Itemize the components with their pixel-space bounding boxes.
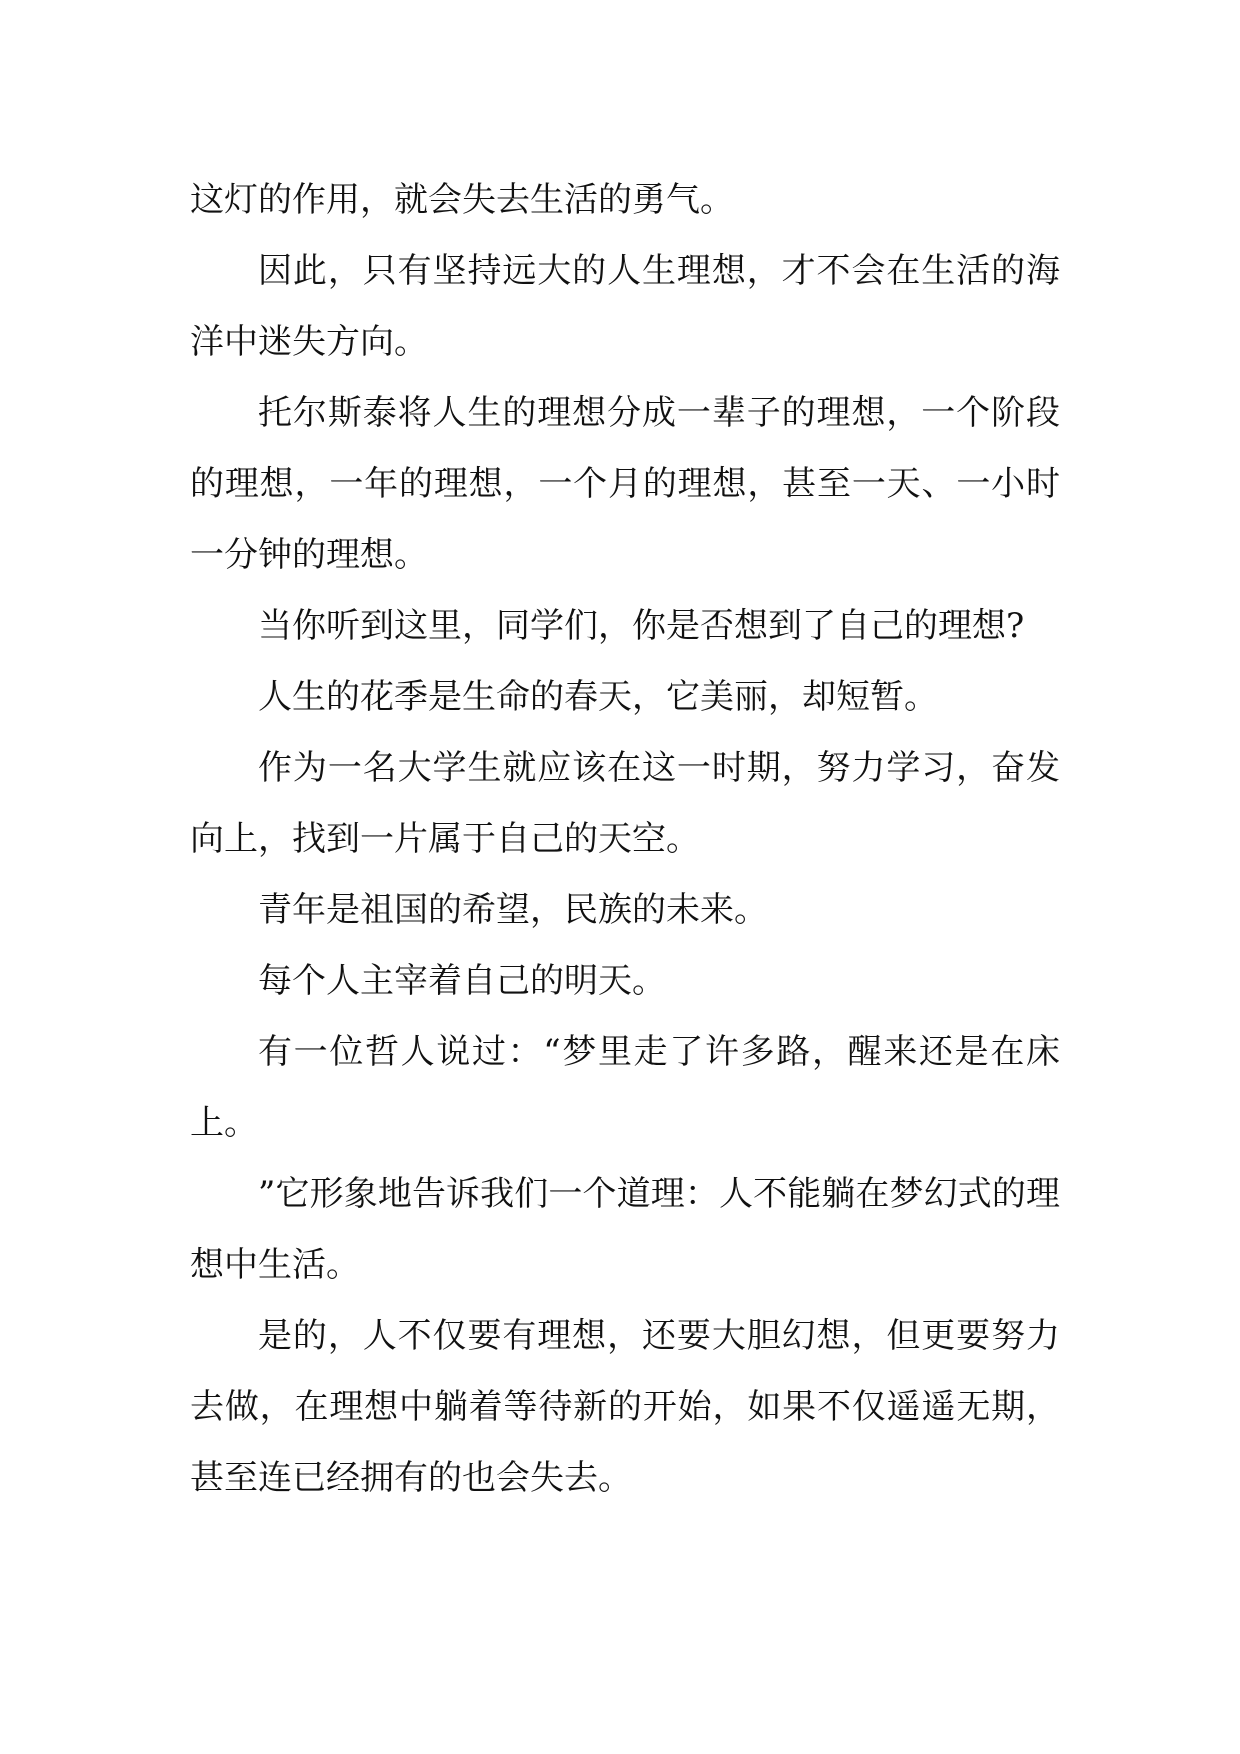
- paragraph-6: 作为一名大学生就应该在这一时期，努力学习，奋发向上，找到一片属于自己的天空。: [190, 748, 1060, 859]
- paragraph-7: 青年是祖国的希望，民族的未来。: [258, 890, 768, 930]
- document-body: [190, 165, 1060, 1514]
- paragraph-10: ”它形象地告诉我们一个道理：人不能躺在梦幻式的理想中生活。: [190, 1174, 1060, 1285]
- paragraph-9: 有一位哲人说过：“梦里走了许多路，醒来还是在床上。: [190, 1032, 1060, 1143]
- paragraph-2: 因此，只有坚持远大的人生理想，才不会在生活的海洋中迷失方向。: [190, 251, 1060, 362]
- paragraph-8: 每个人主宰着自己的明天。: [258, 961, 666, 1001]
- paragraph-11: 是的，人不仅要有理想，还要大胆幻想，但更要努力去做，在理想中躺着等待新的开始，如果不仅遥遥无期，甚至连已经拥有的也会失去。: [190, 1316, 1060, 1498]
- paragraph-1: 这灯的作用，就会失去生活的勇气。: [190, 180, 734, 220]
- paragraph-3: 托尔斯泰将人生的理想分成一辈子的理想，一个阶段的理想，一年的理想，一个月的理想，甚至一天、一小时一分钟的理想。: [190, 393, 1060, 575]
- paragraph-4: 当你听到这里，同学们，你是否想到了自己的理想?: [258, 606, 1025, 646]
- paragraph-5: 人生的花季是生命的春天，它美丽，却短暂。: [258, 677, 938, 717]
